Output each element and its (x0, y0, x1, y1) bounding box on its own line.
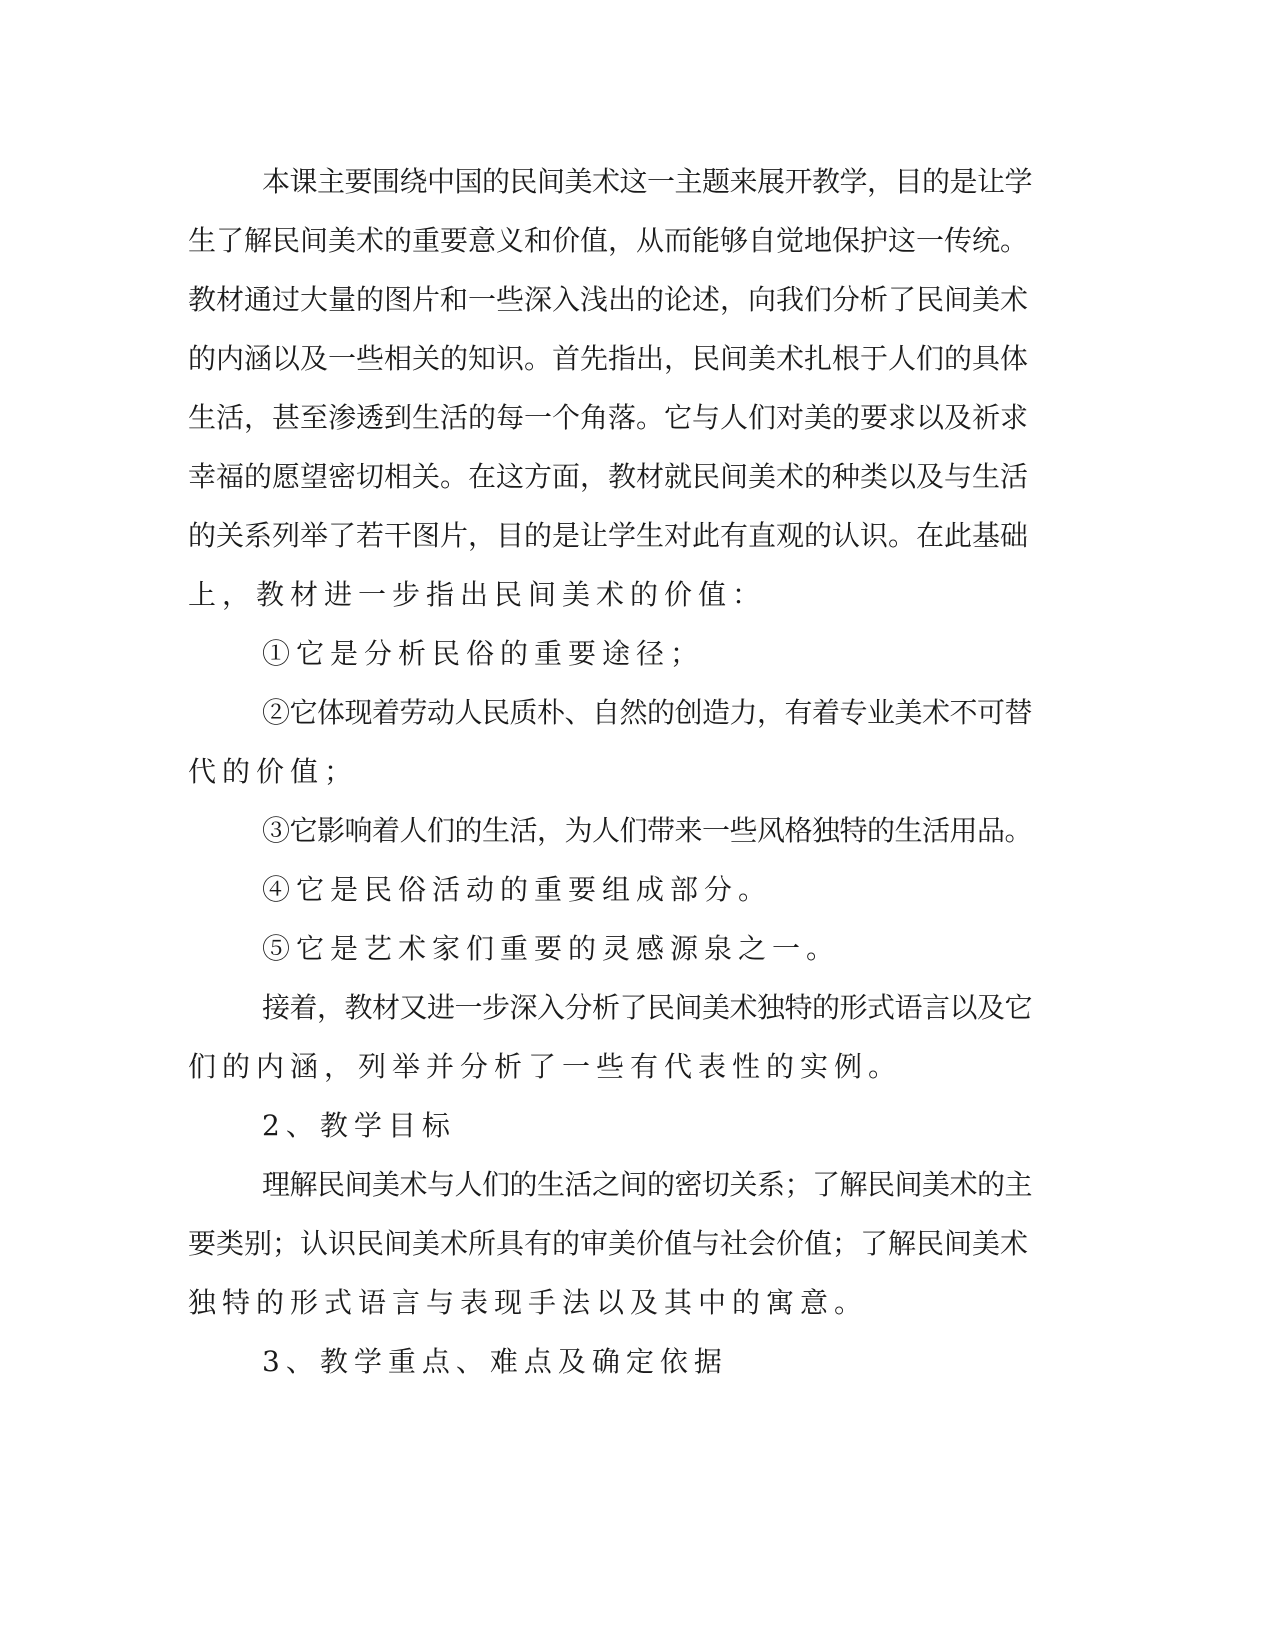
paragraph-line: 本课主要围绕中国的民间美术这一主题来展开教学，目的是让学 (262, 165, 1033, 198)
paragraph-line: 生了解民间美术的重要意义和价值，从而能够自觉地保护这一传统。 (188, 224, 1029, 257)
paragraph-line: 独特的形式语言与表现手法以及其中的寓意。 (188, 1286, 869, 1319)
paragraph-line: 的内涵以及一些相关的知识。首先指出，民间美术扎根于人们的具体 (188, 342, 1029, 375)
list-item: ④它是民俗活动的重要组成部分。 (262, 873, 773, 906)
list-item-continuation: 代的价值； (188, 755, 359, 788)
section-heading: 2、教学目标 (262, 1109, 456, 1142)
list-item: ②它体现着劳动人民质朴、自然的创造力，有着专业美术不可替 (262, 696, 1033, 729)
section-heading: 3、教学重点、难点及确定依据 (262, 1345, 728, 1378)
paragraph-line: 的关系列举了若干图片，目的是让学生对此有直观的认识。在此基础 (188, 519, 1029, 552)
list-item: ⑤它是艺术家们重要的灵感源泉之一。 (262, 932, 841, 965)
paragraph-line: 生活，甚至渗透到生活的每一个角落。它与人们对美的要求以及祈求 (188, 401, 1029, 434)
paragraph-line: 要类别；认识民间美术所具有的审美价值与社会价值；了解民间美术 (188, 1227, 1029, 1260)
paragraph-line: 理解民间美术与人们的生活之间的密切关系；了解民间美术的主 (262, 1168, 1033, 1201)
paragraph-line: 幸福的愿望密切相关。在这方面，教材就民间美术的种类以及与生活 (188, 460, 1029, 493)
list-item: ③它影响着人们的生活，为人们带来一些风格独特的生活用品。 (262, 814, 1033, 847)
paragraph-line: 们的内涵，列举并分析了一些有代表性的实例。 (188, 1050, 903, 1083)
paragraph-line: 接着，教材又进一步深入分析了民间美术独特的形式语言以及它 (262, 991, 1033, 1024)
paragraph-line: 教材通过大量的图片和一些深入浅出的论述，向我们分析了民间美术 (188, 283, 1029, 316)
paragraph-line: 上，教材进一步指出民间美术的价值： (188, 578, 767, 611)
list-item: ①它是分析民俗的重要途径； (262, 637, 705, 670)
